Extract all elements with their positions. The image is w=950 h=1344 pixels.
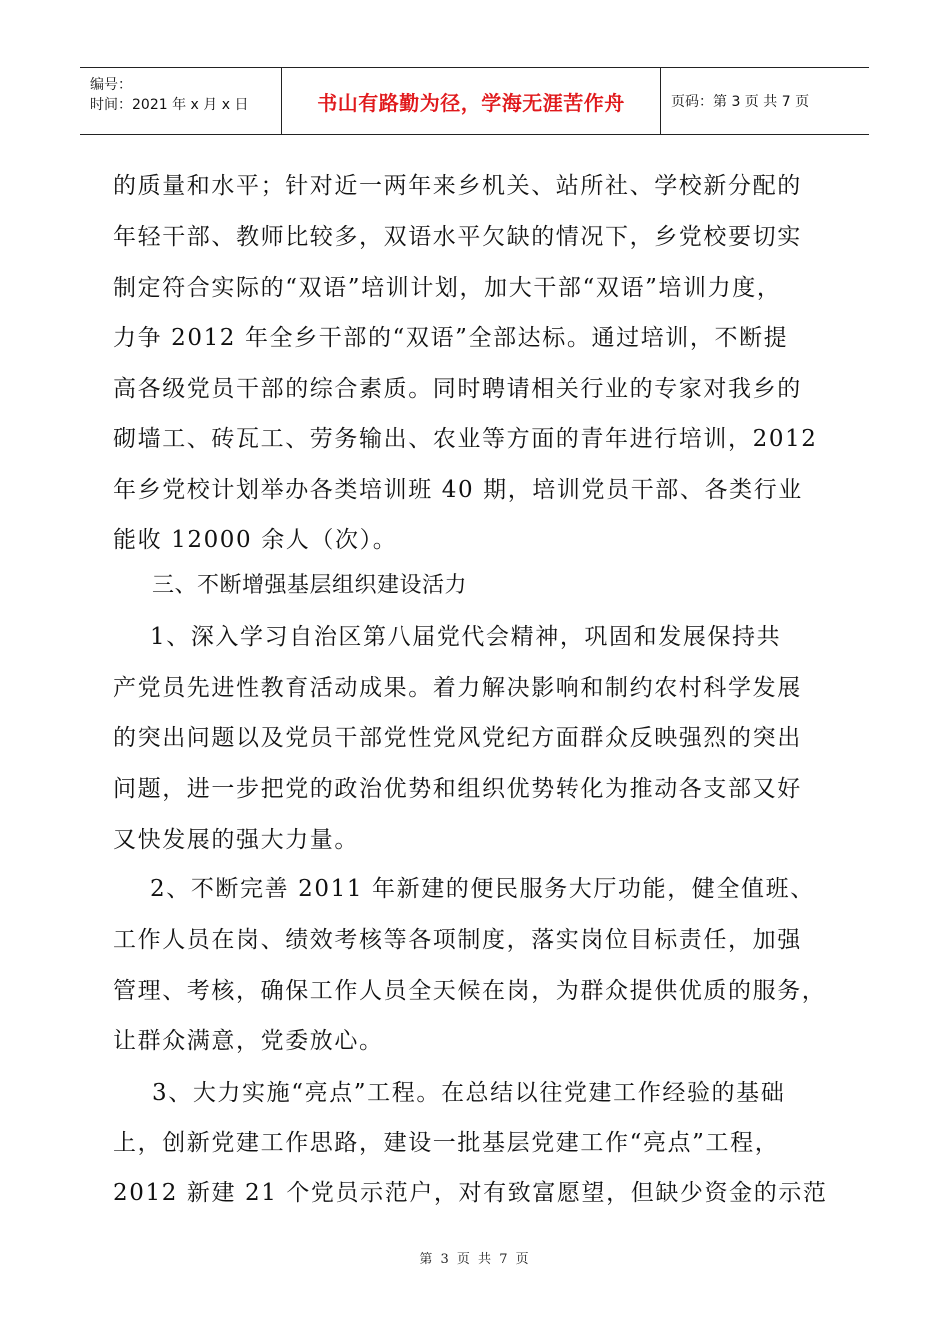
page-footer: 第 3 页 共 7 页 — [419, 1252, 531, 1267]
paragraph-1-line: 又快发展的强大力量。 — [113, 827, 359, 853]
paragraph-1-line: 产党员先进性教育活动成果。着力解决影响和制约农村科学发展 — [113, 675, 802, 701]
body-line: 制定符合实际的“双语”培训计划，加大干部“双语”培训力度， — [113, 275, 782, 301]
body-line: 年轻干部、教师比较多，双语水平欠缺的情况下，乡党校要切实 — [113, 224, 802, 250]
page-label: 页码：第 3 页 共 7 页 — [671, 94, 810, 110]
body-line: 力争 2012 年全乡干部的“双语”全部达标。通过培训，不断提 — [113, 325, 789, 351]
paragraph-1-line: 的突出问题以及党员干部党性党风党纪方面群众反映强烈的突出 — [113, 725, 802, 751]
date-label: 时间：2021 年 x 月 x 日 — [90, 97, 249, 113]
header-motto-cell — [282, 68, 661, 134]
paragraph-2-line: 工作人员在岗、绩效考核等各项制度，落实岗位目标责任，加强 — [113, 927, 802, 953]
number-label: 编号： — [90, 77, 132, 93]
body-line: 的质量和水平；针对近一两年来乡机关、站所社、学校新分配的 — [113, 173, 802, 199]
body-line: 高各级党员干部的综合素质。同时聘请相关行业的专家对我乡的 — [113, 376, 802, 402]
paragraph-2-line: 让群众满意，党委放心。 — [113, 1028, 384, 1054]
motto-text: 书山有路勤为径，学海无涯苦作舟 — [317, 90, 625, 115]
paragraph-3-line: 2012 新建 21 个党员示范户，对有致富愿望，但缺少资金的示范 — [113, 1180, 828, 1206]
paragraph-1-line: 1、深入学习自治区第八届党代会精神，巩固和发展保持共 — [150, 624, 782, 650]
paragraph-3-line: 上，创新党建工作思路，建设一批基层党建工作“亮点”工程， — [113, 1130, 780, 1156]
header-page-cell — [661, 68, 869, 134]
paragraph-2-line: 2、不断完善 2011 年新建的便民服务大厅功能，健全值班、 — [150, 876, 815, 902]
body-line: 能收 12000 余人（次）。 — [113, 527, 398, 553]
paragraph-2-line: 管理、考核，确保工作人员全天候在岗，为群众提供优质的服务， — [113, 978, 827, 1004]
document-header — [80, 67, 869, 135]
section-heading: 三、不断增强基层组织建设活力 — [152, 573, 468, 598]
body-line: 年乡党校计划举办各类培训班 40 期，培训党员干部、各类行业 — [113, 477, 803, 503]
header-info-cell — [80, 68, 282, 134]
paragraph-3-line: 3、大力实施“亮点”工程。在总结以往党建工作经验的基础 — [152, 1080, 786, 1106]
paragraph-1-line: 问题，进一步把党的政治优势和组织优势转化为推动各支部又好 — [113, 776, 802, 802]
body-line: 砌墙工、砖瓦工、劳务输出、农业等方面的青年进行培训，2012 — [113, 426, 818, 452]
